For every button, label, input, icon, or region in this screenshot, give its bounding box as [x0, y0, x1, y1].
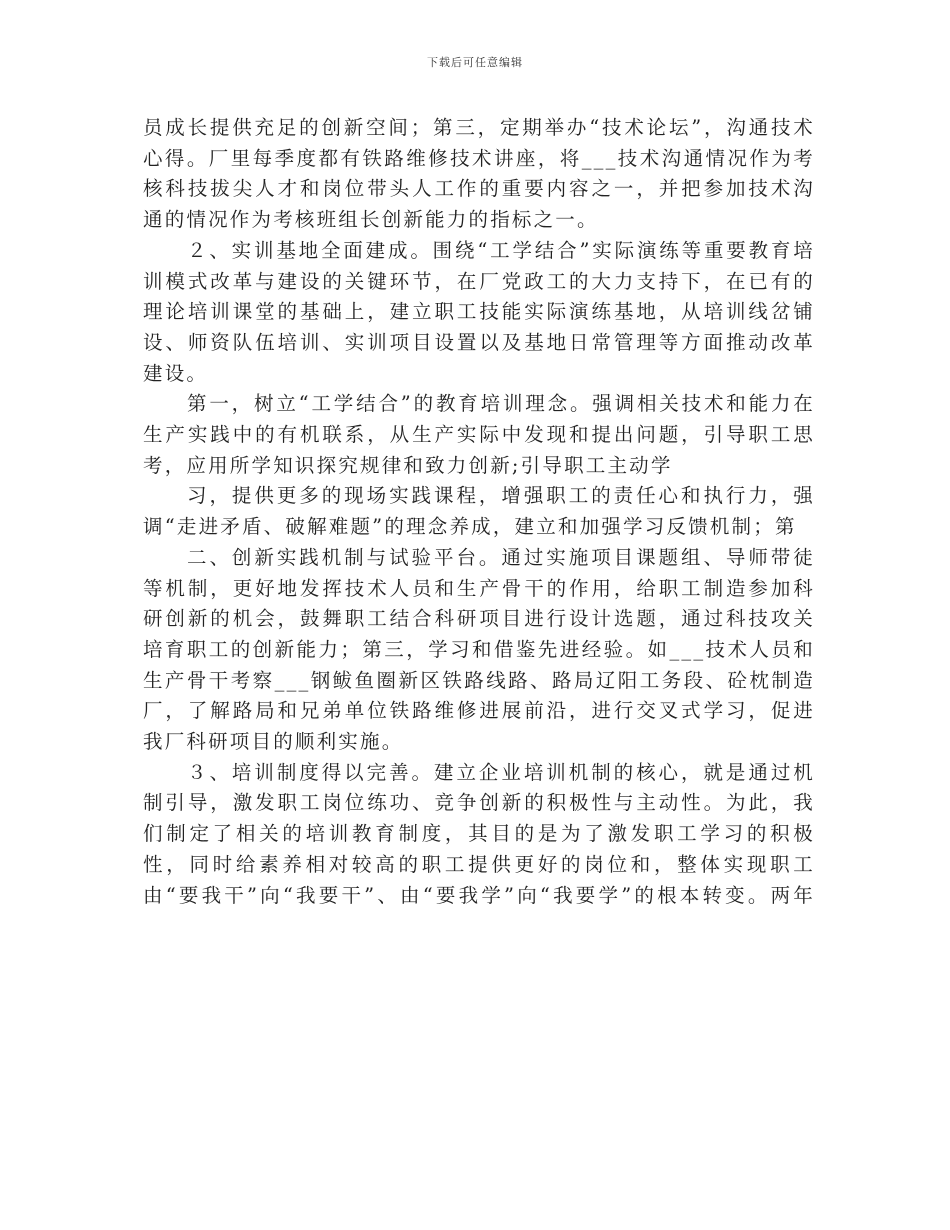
- paragraph-4: 习，提供更多的现场实践课程，增强职工的责任心和执行力，强调“走进矛盾、破解难题”的理念养成，建立和加强学习反馈机制；第: [143, 484, 815, 539]
- page-header: 下载后可任意编辑: [427, 56, 523, 69]
- paragraph-6: ３、培训制度得以完善。建立企业培训机制的核心，就是通过机制引导，激发职工岗位练功、竞争创新的积极性与主动性。为此，我们制定了相关的培训教育制度，其目的是为了激发职工学习的积极性，同时给素养相对较高的职工提供更好的岗位和，整体实现职工由“要我干”向“我要干”、由“要我学”向“我要学”的根本转变。两年: [143, 760, 815, 907]
- paragraph-5: 二、创新实践机制与试验平台。通过实施项目课题组、导师带徒等机制，更好地发挥技术人员和生产骨干的作用，给职工制造参加科研创新的机会，鼓舞职工结合科研项目进行设计选题，通过科技攻关培育职工的创新能力；第三，学习和借鉴先进经验。如___技术人员和生产骨干考察___钢鲅鱼圈新区铁路线路、路局辽阳工务段、砼枕制造厂，了解路局和兄弟单位铁路维修进展前沿，进行交叉式学习，促进我厂科研项目的顺利实施。: [143, 545, 815, 754]
- paragraph-3: 第一，树立“工学结合”的教育培训理念。强调相关技术和能力在生产实践中的有机联系，从生产实际中发现和提出问题，引导职工思考，应用所学知识探究规律和致力创新;引导职工主动学: [143, 392, 815, 477]
- document-body: [143, 113, 815, 911]
- paragraph-1: 员成长提供充足的创新空间；第三，定期举办“技术论坛”，沟通技术心得。厂里每季度都有铁路维修技术讲座，将___技术沟通情况作为考核科技拔尖人才和岗位带头人工作的重要内容之一，并把参加技术沟通的情况作为考核班组长创新能力的指标之一。: [143, 116, 815, 232]
- paragraph-2: ２、实训基地全面建成。围绕“工学结合”实际演练等重要教育培训模式改革与建设的关键环节，在厂党政工的大力支持下，在已有的理论培训课堂的基础上，建立职工技能实际演练基地，从培训线岔铺设、师资队伍培训、实训项目设置以及基地日常管理等方面推动改革建设。: [143, 238, 815, 385]
